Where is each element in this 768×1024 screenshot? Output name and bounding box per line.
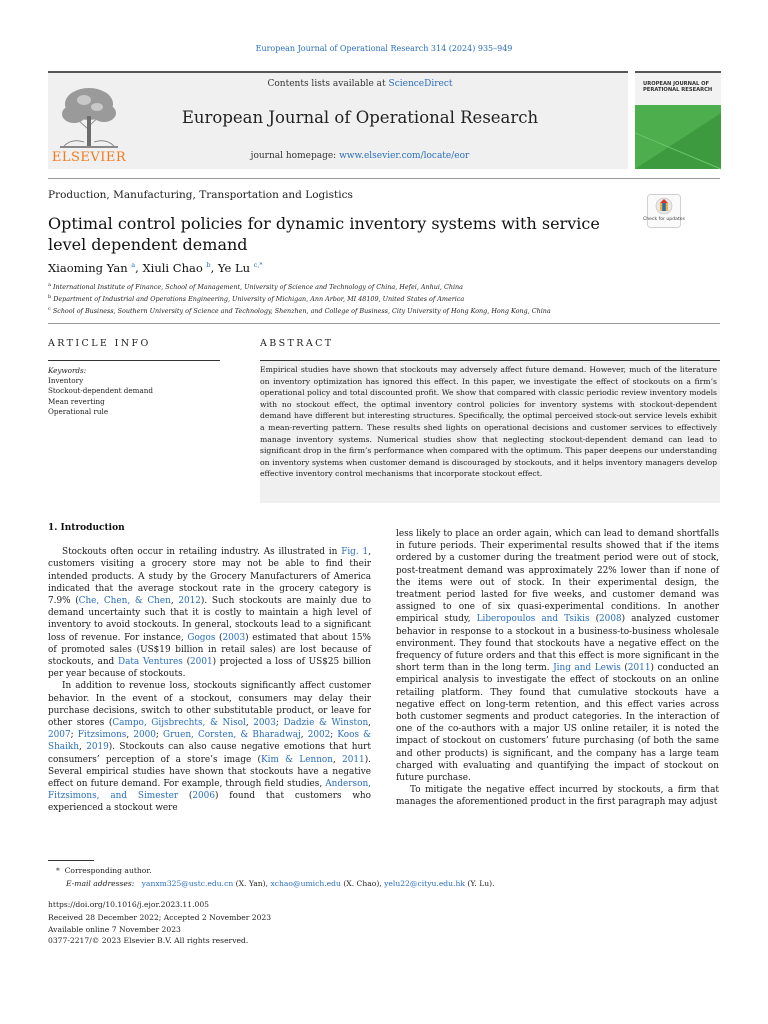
- citation-link[interactable]: Dadzie & Winston: [283, 718, 369, 729]
- received-dates: Received 28 December 2022; Accepted 2 November 2023: [48, 913, 272, 922]
- journal-reference[interactable]: European Journal of Operational Research 314 (2024) 935–949: [255, 44, 513, 53]
- paragraph-text: less likely to place an order again, which can lead to demand shortfalls in future periods. Their experimental results showed that if the items ordered by a customer during the treatment period were out of stock, post-treatment demand was approximately 22% lower than if none of the items were out of stock. In their experimental design, the treatment period lasted for five weeks, and customer demand was assigned to one of six quasi-experimental conditions. In another empirical study,: [396, 529, 719, 625]
- paragraph-text: ;: [330, 730, 338, 741]
- paragraph-text: ). Stockouts can also cause negative emotions that hurt consumers’ perception of a store’s image (: [48, 742, 371, 765]
- paragraph-text: (: [215, 632, 223, 643]
- contents-line: [150, 79, 570, 89]
- available-online-date: Available online 7 November 2023: [48, 925, 181, 934]
- affiliation: [48, 282, 463, 291]
- check-updates-label: Check for updates: [643, 217, 685, 222]
- footnote-rule: [48, 860, 94, 861]
- keyword: Operational rule: [48, 406, 109, 416]
- paragraph-text: , customers visiting a grocery store may not be able to find their intended products. A study by the Grocery Manufacturers of America indicated that the average stockout rate in the grocery category is 7.9% (: [48, 547, 372, 607]
- journal-title: European Journal of Operational Research: [181, 108, 539, 127]
- affiliation-text: School of Business, Southern University of Science and Technology, Shenzhen, and College of Business, City University of Hong Kong, Hong Kong, China: [52, 307, 551, 316]
- affiliation-text: International Institute of Finance, School of Management, University of Science and Technology of China, Hefei, Anhui, China: [53, 283, 463, 292]
- citation-link[interactable]: Koos & Shaikh: [48, 730, 372, 753]
- affiliation-mark: a: [48, 282, 51, 288]
- abstract-heading: ABSTRACT: [260, 338, 334, 349]
- paragraph-text: ,: [126, 730, 134, 741]
- paragraph-text: In addition to revenue loss, stockouts significantly affect customer behavior. In the event of a stockout, consumers may delay their purchase decisions, switch to other substitutable product, or leave for other stores (: [48, 681, 371, 729]
- email-link[interactable]: yanxm325@ustc.edu.cn: [141, 879, 234, 888]
- paragraph: [48, 546, 371, 680]
- keyword: Mean reverting: [48, 396, 105, 406]
- paragraph-text: ) found that customers who experienced a stockout were: [48, 791, 371, 814]
- paragraph-text: To mitigate the negative effect incurred by stockouts, a firm that manages the aforementioned product in the first paragraph may adjust: [396, 785, 719, 808]
- author-name[interactable]: Xiuli Chao: [142, 261, 203, 275]
- email-owner: (X. Yan),: [233, 879, 271, 888]
- email-addresses: [66, 879, 495, 888]
- citation-link[interactable]: 2007: [48, 730, 71, 741]
- citation-link[interactable]: Kim & Lennon: [261, 754, 333, 765]
- paragraph-text: ,: [332, 754, 343, 765]
- paragraph-text: ,: [170, 596, 179, 607]
- citation-link[interactable]: Gruen, Corsten, & Bharadwaj: [163, 730, 301, 741]
- citation-link[interactable]: 2002: [307, 730, 331, 741]
- paragraph: [396, 784, 719, 808]
- keywords-block: [48, 366, 153, 417]
- author-affiliation-mark[interactable]: b: [206, 261, 211, 270]
- paragraph-text: ,: [300, 730, 308, 741]
- citation-link[interactable]: Anderson, Fitzsimons, and Simester: [48, 779, 371, 802]
- citation-link[interactable]: 2001: [190, 657, 213, 668]
- citation-link[interactable]: Fig. 1: [341, 547, 369, 558]
- corresponding-author-note: [56, 866, 152, 875]
- article-info-rule: [48, 360, 220, 361]
- email-link[interactable]: yelu22@cityu.edu.hk: [384, 879, 465, 888]
- affiliation-mark: c: [48, 306, 51, 312]
- cover-graphic: [635, 73, 721, 169]
- paragraph-text: ;: [275, 718, 284, 729]
- keyword: Inventory: [48, 376, 84, 386]
- paragraph-text: ) projected a loss of US$25 billion per year because of stockouts.: [48, 657, 371, 680]
- paragraph-text: ,: [79, 742, 87, 753]
- sciencedirect-link[interactable]: ScienceDirect: [388, 79, 453, 89]
- article-section-label: Production, Manufacturing, Transportation and Logistics: [48, 189, 353, 201]
- citation-link[interactable]: Che, Chen, & Chen: [78, 596, 171, 607]
- citation-link[interactable]: 2012: [178, 596, 201, 607]
- corresponding-author-label: Corresponding author.: [64, 866, 152, 875]
- paragraph-text: ) conducted an empirical analysis to investigate the effect of stockouts on an online retailing platform. They found that cumulative stockouts have a negative effect on long-term retention, and this effect varies across both customer segments and product categories. In the interaction of one of the co-authors with a major US online retailer, it is noted the impact of stockout on customers’ future purchasing (of both the same and other products) is significant, and the company has a large team charged with evaluating and quantifying the impact of stockout on future purchase.: [396, 663, 719, 784]
- copyright-notice: 0377-2217/© 2023 Elsevier B.V. All rights reserved.: [48, 936, 249, 945]
- paragraph-text: (: [620, 663, 628, 674]
- citation-link[interactable]: 2011: [342, 754, 365, 765]
- affiliation: [48, 294, 464, 303]
- cover-title-text: UROPEAN JOURNAL OF PERATIONAL RESEARCH: [643, 81, 713, 93]
- paragraph-text: ;: [70, 730, 78, 741]
- paragraph: [48, 680, 371, 814]
- homepage-line: [150, 151, 570, 161]
- citation-link[interactable]: 2008: [599, 614, 622, 625]
- affiliation-mark: b: [48, 294, 52, 300]
- header-divider: [48, 178, 720, 179]
- affiliation: [48, 306, 551, 315]
- email-owner: (Y. Lu).: [464, 879, 495, 888]
- email-label: E-mail addresses:: [66, 879, 135, 888]
- front-matter-divider: [48, 323, 720, 324]
- paragraph-text: Stockouts often occur in retailing industry. As illustrated in: [62, 547, 342, 558]
- paragraph-text: ) estimated that about 15% of promoted sales (US$19 billion in retail sales) are lost because of stockouts, and: [48, 632, 371, 668]
- citation-link[interactable]: 2006: [192, 791, 215, 802]
- paragraph-text: (: [182, 657, 191, 668]
- citation-link[interactable]: Data Ventures: [117, 657, 183, 668]
- citation-link[interactable]: Liberopoulos and Tsikis: [476, 614, 590, 625]
- paragraph-text: (: [178, 791, 193, 802]
- citation-link[interactable]: Gogos: [187, 632, 216, 643]
- paragraph-text: ,: [368, 718, 371, 729]
- journal-cover-thumbnail[interactable]: [635, 71, 721, 169]
- author-list: Xiaoming Yan $^a$, Xiuli Chao $^b$, Ye Lu $^{c,*}$: [48, 261, 263, 275]
- citation-link[interactable]: 2019: [86, 742, 109, 753]
- email-link[interactable]: xchao@umich.edu: [270, 879, 341, 888]
- elsevier-wordmark: ELSEVIER: [51, 150, 127, 165]
- paragraph-text: (: [589, 614, 600, 625]
- paragraph-text: ). Such stockouts are mainly due to demand uncertainty such that it is costly to maintain a high level of inventory to avoid stockouts. In general, stockouts lead to a significant loss of revenue. For instance,: [48, 596, 371, 643]
- paragraph-text: ;: [155, 730, 164, 741]
- paragraph-text: ) analyzed customer behavior in response to a stockout in a business-to-business wholesale environment. They found that stockouts have a negative effect on the frequency of future orders and that this effect is more significant in the short term than in the long term.: [396, 614, 719, 674]
- paragraph: [396, 528, 719, 784]
- email-owner: (X. Chao),: [340, 879, 385, 888]
- citation-link[interactable]: Fitzsimons: [77, 730, 127, 741]
- author-name[interactable]: Xiaoming Yan: [48, 261, 128, 275]
- article-title: Optimal control policies for dynamic inventory systems with service level dependent demand: [48, 214, 600, 254]
- introduction-heading: 1. Introduction: [48, 523, 125, 533]
- article-info-heading: ARTICLE INFO: [48, 338, 151, 349]
- keyword: Stockout-dependent demand: [48, 386, 153, 396]
- citation-link[interactable]: 2000: [133, 730, 156, 741]
- author-affiliation-mark[interactable]: a: [131, 261, 136, 270]
- body-column-right: [396, 528, 719, 809]
- keywords-label: Keywords:: [48, 366, 87, 375]
- citation-link[interactable]: 2003: [253, 718, 276, 729]
- paragraph-text: ). Several empirical studies have shown that stockouts have a negative effect on future demand. For example, through field studies,: [48, 754, 371, 790]
- paragraph-text: ,: [245, 718, 254, 729]
- citation-link[interactable]: 2011: [627, 663, 651, 674]
- citation-link[interactable]: Campo, Gijsbrechts, & Nisol: [112, 718, 246, 729]
- check-for-updates-icon[interactable]: [643, 194, 685, 228]
- homepage-prefix: journal homepage:: [250, 151, 340, 161]
- citation-link[interactable]: 2003: [222, 632, 246, 643]
- author-affiliation-mark[interactable]: c,*: [253, 261, 263, 270]
- citation-link[interactable]: Jing and Lewis: [553, 663, 621, 674]
- affiliation-text: Department of Industrial and Operations Engineering, University of Michigan, Ann Arbor, MI 48109, United States of America: [53, 295, 465, 304]
- abstract-text: Empirical studies have shown that stockouts may adversely affect future demand. However, much of the literature on inventory optimization has ignored this effect. In this paper, we investigate the effect of stockouts on a firm’s operational policy and total discounted profit. We show that compared with classic periodic review inventory models with no stockout effect, the optimal inventory control policies for inventory systems with stockout-dependent demand have different but interesting structures. Specifically, the optimal perceived stock-out service levels exhibit a mean-reverting pattern. These results shed lights on operational decisions and customer services to effectively manage inventory systems. Numerical studies show that neglecting stockout-dependent demand can lead to significant drop in the firm’s performance when compared with the optimum. This paper deepens our understanding on inventory systems when customer demand is discouraged by stockouts, and it helps inventory managers develop effective inventory control mechanisms that incorporate stockout effect.: [260, 365, 717, 479]
- journal-homepage-link[interactable]: www.elsevier.com/locate/eor: [339, 151, 470, 161]
- author-name[interactable]: Ye Lu: [217, 261, 251, 275]
- asterisk-mark: *: [56, 866, 60, 875]
- contents-prefix: Contents lists available at: [267, 79, 389, 89]
- doi-link[interactable]: https://doi.org/10.1016/j.ejor.2023.11.005: [48, 900, 209, 909]
- body-column-left: [48, 522, 371, 815]
